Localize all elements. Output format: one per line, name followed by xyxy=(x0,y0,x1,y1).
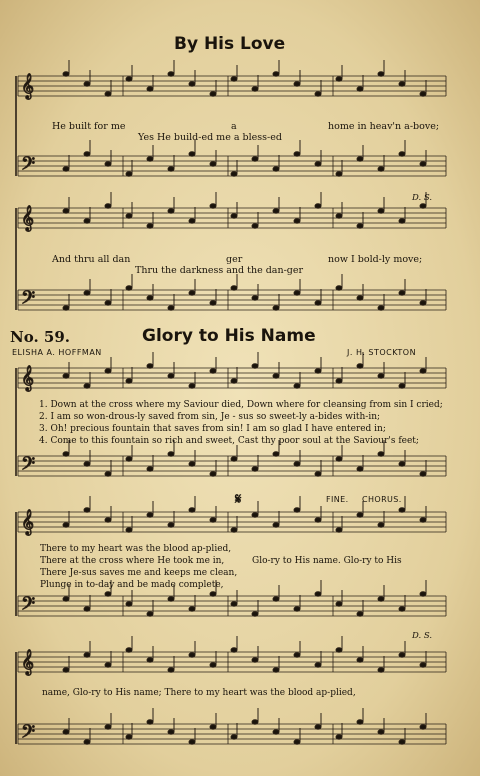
note-head xyxy=(420,162,426,166)
note-head xyxy=(84,653,90,657)
note-head xyxy=(63,452,69,456)
note-head xyxy=(399,291,405,295)
chorus-lyric: Glo-ry to His name. Glo-ry to His xyxy=(252,556,402,566)
note-head xyxy=(168,668,174,672)
note-head xyxy=(252,720,258,724)
note-head xyxy=(105,663,111,667)
note-head xyxy=(252,87,258,91)
note-head xyxy=(336,214,342,218)
note-head xyxy=(378,374,384,378)
note-head xyxy=(168,597,174,601)
note-head xyxy=(105,92,111,96)
note-head xyxy=(168,730,174,734)
note-head xyxy=(399,384,405,388)
note-head xyxy=(84,607,90,611)
note-head xyxy=(105,162,111,166)
note-head xyxy=(357,157,363,161)
note-head xyxy=(63,209,69,213)
note-head xyxy=(315,369,321,373)
lyric-line: home in heav'n a-bove; xyxy=(328,121,440,132)
note-head xyxy=(126,648,132,652)
note-head xyxy=(189,219,195,223)
note-head xyxy=(105,301,111,305)
note-head xyxy=(147,87,153,91)
note-head xyxy=(210,301,216,305)
note-head xyxy=(168,72,174,76)
note-head xyxy=(252,224,258,228)
fine-mark: FINE. xyxy=(326,495,349,504)
note-head xyxy=(105,518,111,522)
note-head xyxy=(189,508,195,512)
note-head xyxy=(63,306,69,310)
note-head xyxy=(126,528,132,532)
note-head xyxy=(294,462,300,466)
note-head xyxy=(273,306,279,310)
note-head xyxy=(357,467,363,471)
note-head xyxy=(126,602,132,606)
note-head xyxy=(252,513,258,517)
note-head xyxy=(189,462,195,466)
lyric-line: ger xyxy=(226,254,243,265)
note-head xyxy=(231,648,237,652)
note-head xyxy=(210,725,216,729)
note-head xyxy=(336,648,342,652)
note-head xyxy=(273,452,279,456)
refrain-line: There to my heart was the blood ap-plied, xyxy=(40,544,232,554)
chorus-mark: CHORUS. xyxy=(362,495,402,504)
note-head xyxy=(378,523,384,527)
note-head xyxy=(189,152,195,156)
lyric-line: Yes He build-ed me a bless-ed xyxy=(138,132,282,143)
note-head xyxy=(378,597,384,601)
note-head xyxy=(378,668,384,672)
verse-line: 1. Down at the cross where my Saviour died, Down where for cleansing from sin I cried; xyxy=(39,400,443,410)
note-head xyxy=(189,607,195,611)
note-head xyxy=(210,162,216,166)
note-head xyxy=(399,219,405,223)
lyric-line: name, Glo-ry to His name; There to my heart was the blood ap-plied, xyxy=(42,688,356,698)
note-head xyxy=(63,730,69,734)
lyric-line: now I bold-ly move; xyxy=(328,254,423,265)
note-head xyxy=(357,364,363,368)
note-head xyxy=(294,653,300,657)
bass-clef-icon: 𝄢 xyxy=(21,288,36,313)
note-head xyxy=(273,72,279,76)
note-head xyxy=(105,472,111,476)
note-head xyxy=(231,735,237,739)
note-head xyxy=(84,291,90,295)
note-head xyxy=(399,607,405,611)
note-head xyxy=(315,204,321,208)
note-head xyxy=(420,301,426,305)
refrain-line: There Je-sus saves me and keeps me clean, xyxy=(40,568,238,578)
note-head xyxy=(231,379,237,383)
treble-clef-icon: 𝄞 xyxy=(21,74,35,99)
note-head xyxy=(252,612,258,616)
note-head xyxy=(399,740,405,744)
note-head xyxy=(378,72,384,76)
refrain-line: Plunge in to-day and be made complete, xyxy=(40,580,224,590)
treble-clef-icon: 𝄞 xyxy=(21,366,35,391)
note-head xyxy=(252,658,258,662)
note-head xyxy=(420,592,426,596)
note-head xyxy=(252,157,258,161)
note-head xyxy=(210,204,216,208)
hymn-number: No. 59. xyxy=(10,328,70,346)
note-head xyxy=(273,167,279,171)
note-head xyxy=(126,77,132,81)
lyric-line: Thru the darkness and the dan-ger xyxy=(135,265,304,276)
note-head xyxy=(147,364,153,368)
note-head xyxy=(294,508,300,512)
note-head xyxy=(126,214,132,218)
note-head xyxy=(147,720,153,724)
note-head xyxy=(399,152,405,156)
note-head xyxy=(210,592,216,596)
note-head xyxy=(420,472,426,476)
note-head xyxy=(168,167,174,171)
note-head xyxy=(84,740,90,744)
segno-icon: 𝄋 xyxy=(235,490,242,508)
note-head xyxy=(63,668,69,672)
note-head xyxy=(168,452,174,456)
note-head xyxy=(84,219,90,223)
note-head xyxy=(315,472,321,476)
lyric-line: a xyxy=(231,121,237,132)
note-head xyxy=(378,452,384,456)
note-head xyxy=(252,467,258,471)
note-head xyxy=(315,92,321,96)
note-head xyxy=(168,374,174,378)
note-head xyxy=(84,82,90,86)
note-head xyxy=(126,172,132,176)
note-head xyxy=(399,82,405,86)
author-credit: ELISHA A. HOFFMAN xyxy=(12,348,102,357)
note-head xyxy=(147,658,153,662)
note-head xyxy=(168,306,174,310)
note-head xyxy=(336,735,342,739)
note-head xyxy=(273,597,279,601)
note-head xyxy=(378,167,384,171)
note-head xyxy=(231,528,237,532)
note-head xyxy=(399,508,405,512)
note-head xyxy=(336,286,342,290)
song-title: Glory to His Name xyxy=(142,326,316,346)
note-head xyxy=(147,513,153,517)
note-head xyxy=(168,209,174,213)
note-head xyxy=(399,653,405,657)
note-head xyxy=(357,296,363,300)
note-head xyxy=(210,92,216,96)
lyric-line: And thru all dan xyxy=(52,254,131,265)
treble-clef-icon: 𝄞 xyxy=(21,510,35,535)
note-head xyxy=(378,306,384,310)
note-head xyxy=(126,286,132,290)
note-head xyxy=(126,379,132,383)
note-head xyxy=(420,204,426,208)
note-head xyxy=(147,296,153,300)
note-head xyxy=(210,518,216,522)
note-head xyxy=(315,301,321,305)
note-head xyxy=(105,592,111,596)
note-head xyxy=(189,653,195,657)
note-head xyxy=(378,730,384,734)
bass-clef-icon: 𝄢 xyxy=(21,154,36,179)
note-head xyxy=(189,82,195,86)
note-head xyxy=(294,607,300,611)
note-head xyxy=(63,374,69,378)
note-head xyxy=(420,369,426,373)
note-head xyxy=(252,364,258,368)
note-head xyxy=(231,214,237,218)
note-head xyxy=(63,72,69,76)
note-head xyxy=(84,462,90,466)
treble-clef-icon: 𝄞 xyxy=(21,206,35,231)
note-head xyxy=(105,204,111,208)
note-head xyxy=(336,457,342,461)
note-head xyxy=(273,730,279,734)
note-head xyxy=(357,87,363,91)
note-head xyxy=(336,602,342,606)
bass-clef-icon: 𝄢 xyxy=(21,594,36,619)
note-head xyxy=(126,735,132,739)
note-head xyxy=(420,663,426,667)
note-head xyxy=(84,508,90,512)
note-head xyxy=(315,725,321,729)
note-head xyxy=(294,82,300,86)
note-head xyxy=(231,172,237,176)
treble-clef-icon: 𝄞 xyxy=(21,650,35,675)
note-head xyxy=(147,224,153,228)
song-title: By His Love xyxy=(174,34,286,54)
note-head xyxy=(126,457,132,461)
note-head xyxy=(273,374,279,378)
note-head xyxy=(399,462,405,466)
note-head xyxy=(420,518,426,522)
verse-line: 2. I am so won-drous-ly saved from sin, Je - sus so sweet-ly a-bides with-in; xyxy=(39,412,381,422)
note-head xyxy=(378,209,384,213)
note-head xyxy=(336,77,342,81)
note-head xyxy=(315,592,321,596)
note-head xyxy=(210,472,216,476)
note-head xyxy=(357,513,363,517)
note-head xyxy=(357,224,363,228)
note-head xyxy=(63,597,69,601)
note-head xyxy=(315,518,321,522)
note-head xyxy=(147,467,153,471)
bass-clef-icon: 𝄢 xyxy=(21,454,36,479)
note-head xyxy=(357,720,363,724)
note-head xyxy=(84,384,90,388)
note-head xyxy=(336,379,342,383)
composer-credit: J. H. STOCKTON xyxy=(347,348,417,357)
note-head xyxy=(231,457,237,461)
note-head xyxy=(189,384,195,388)
note-head xyxy=(357,612,363,616)
note-head xyxy=(336,528,342,532)
note-head xyxy=(84,152,90,156)
note-head xyxy=(273,668,279,672)
lyric-line: He built for me xyxy=(52,121,126,132)
note-head xyxy=(294,152,300,156)
note-head xyxy=(189,740,195,744)
note-head xyxy=(315,663,321,667)
note-head xyxy=(105,369,111,373)
note-head xyxy=(273,209,279,213)
note-head xyxy=(294,291,300,295)
note-head xyxy=(336,172,342,176)
note-head xyxy=(294,219,300,223)
note-head xyxy=(231,286,237,290)
note-head xyxy=(294,740,300,744)
note-head xyxy=(147,612,153,616)
dal-segno-mark: D. S. xyxy=(412,631,433,641)
note-head xyxy=(273,523,279,527)
note-head xyxy=(420,92,426,96)
note-head xyxy=(168,523,174,527)
note-head xyxy=(252,296,258,300)
note-head xyxy=(315,162,321,166)
note-head xyxy=(63,167,69,171)
note-head xyxy=(147,157,153,161)
note-head xyxy=(105,725,111,729)
note-head xyxy=(63,523,69,527)
note-head xyxy=(357,658,363,662)
dal-segno-mark: D. S. xyxy=(412,193,433,203)
bass-clef-icon: 𝄢 xyxy=(21,722,36,747)
note-head xyxy=(231,602,237,606)
note-head xyxy=(210,369,216,373)
verse-line: 3. Oh! precious fountain that saves from sin! I am so glad I have entered in; xyxy=(39,424,386,434)
note-head xyxy=(294,384,300,388)
note-head xyxy=(420,725,426,729)
note-head xyxy=(231,77,237,81)
note-head xyxy=(189,291,195,295)
note-head xyxy=(210,663,216,667)
verse-line: 4. Come to this fountain so rich and sweet, Cast thy poor soul at the Saviour's feet; xyxy=(39,436,419,446)
refrain-line: There at the cross where He took me in, xyxy=(40,556,225,566)
